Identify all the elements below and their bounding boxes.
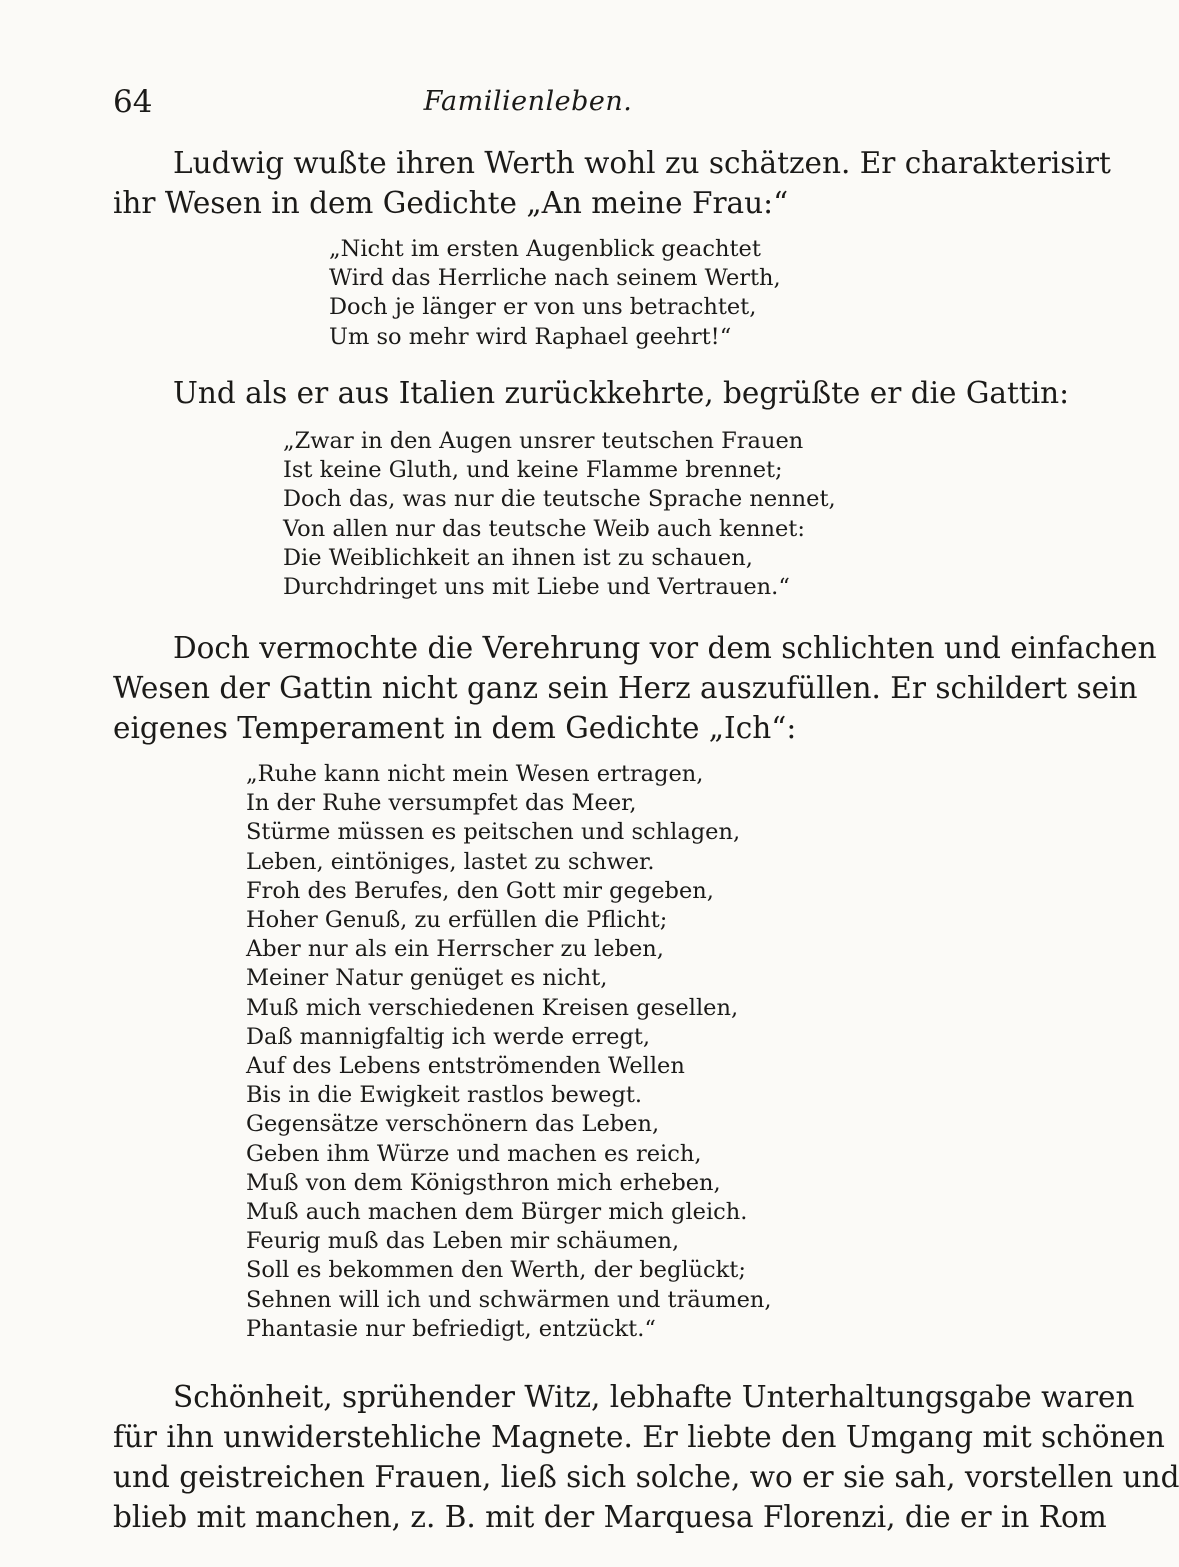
paragraph-4 xyxy=(113,1377,1179,1537)
verse-line: In der Ruhe versumpfet das Meer, xyxy=(246,790,637,817)
verse-line: Durchdringet uns mit Liebe und Vertrauen.“ xyxy=(283,574,790,601)
verse-line: Wird das Herrliche nach seinem Werth, xyxy=(329,265,781,292)
running-head xyxy=(113,80,943,124)
verse-line: Doch das, was nur die teutsche Sprache nennet, xyxy=(283,486,836,513)
text-line: Wesen der Gattin nicht ganz sein Herz auszufüllen. Er schildert sein xyxy=(113,671,1138,705)
verse-line: Sehnen will ich und schwärmen und träumen, xyxy=(246,1286,772,1313)
paragraph-3 xyxy=(113,628,1157,748)
paragraph-1 xyxy=(113,143,1111,223)
verse-line: „Nicht im ersten Augenblick geachtet xyxy=(329,236,761,262)
verse-line: Muß mich verschiedenen Kreisen gesellen, xyxy=(246,994,739,1021)
verse-line: Gegensätze verschönern das Leben, xyxy=(246,1111,660,1138)
poem-deutsche-frauen xyxy=(283,427,836,602)
verse-line: Auf des Lebens entströmenden Wellen xyxy=(246,1053,685,1080)
text-line: Ludwig wußte ihren Werth wohl zu schätzen. Er charakterisirt xyxy=(173,146,1111,180)
verse-line: Aber nur als ein Herrscher zu leben, xyxy=(246,936,664,963)
verse-line: Daß mannigfaltig ich werde erregt, xyxy=(246,1023,651,1050)
verse-line: Um so mehr wird Raphael geehrt!“ xyxy=(329,323,732,350)
verse-line: Leben, eintöniges, lastet zu schwer. xyxy=(246,848,655,875)
verse-line: Feurig muß das Leben mir schäumen, xyxy=(246,1228,680,1255)
verse-line: „Ruhe kann nicht mein Wesen ertragen, xyxy=(246,761,704,787)
text-line: und geistreichen Frauen, ließ sich solche, wo er sie sah, vorstellen und xyxy=(113,1460,1179,1494)
verse-line: Stürme müssen es peitschen und schlagen, xyxy=(246,819,741,846)
poem-ich xyxy=(246,760,772,1344)
verse-line: Muß auch machen dem Bürger mich gleich. xyxy=(246,1199,748,1226)
verse-line: Froh des Berufes, den Gott mir gegeben, xyxy=(246,877,714,904)
running-title: Familienleben. xyxy=(423,86,633,117)
poem-an-meine-frau xyxy=(329,235,781,352)
verse-line: „Zwar in den Augen unsrer teutschen Frauen xyxy=(283,428,804,454)
text-line: Doch vermochte die Verehrung vor dem schlichten und einfachen xyxy=(173,631,1157,665)
verse-line: Phantasie nur befriedigt, entzückt.“ xyxy=(246,1315,656,1342)
verse-line: Die Weiblichkeit an ihnen ist zu schauen, xyxy=(283,544,753,571)
verse-line: Hoher Genuß, zu erfüllen die Pflicht; xyxy=(246,907,668,934)
text-line: ihr Wesen in dem Gedichte „An meine Frau:“ xyxy=(113,186,789,220)
paragraph-2 xyxy=(113,373,1070,413)
verse-line: Ist keine Gluth, und keine Flamme brennet; xyxy=(283,457,783,484)
verse-line: Meiner Natur genüget es nicht, xyxy=(246,965,608,992)
text-line: eigenes Temperament in dem Gedichte „Ich“: xyxy=(113,711,797,745)
text-line: für ihn unwiderstehliche Magnete. Er liebte den Umgang mit schönen xyxy=(113,1420,1165,1454)
verse-line: Soll es bekommen den Werth, der beglückt; xyxy=(246,1257,746,1284)
text-line: Schönheit, sprühender Witz, lebhafte Unterhaltungsgabe waren xyxy=(173,1380,1135,1414)
text-line: blieb mit manchen, z. B. mit der Marquesa Florenzi, die er in Rom xyxy=(113,1500,1107,1534)
text-line: Und als er aus Italien zurückkehrte, begrüßte er die Gattin: xyxy=(173,376,1070,410)
verse-line: Bis in die Ewigkeit rastlos bewegt. xyxy=(246,1082,643,1109)
verse-line: Geben ihm Würze und machen es reich, xyxy=(246,1140,702,1167)
verse-line: Doch je länger er von uns betrachtet, xyxy=(329,294,757,321)
page-number: 64 xyxy=(113,84,153,120)
verse-line: Muß von dem Königsthron mich erheben, xyxy=(246,1169,721,1196)
verse-line: Von allen nur das teutsche Weib auch kennet: xyxy=(283,515,805,542)
